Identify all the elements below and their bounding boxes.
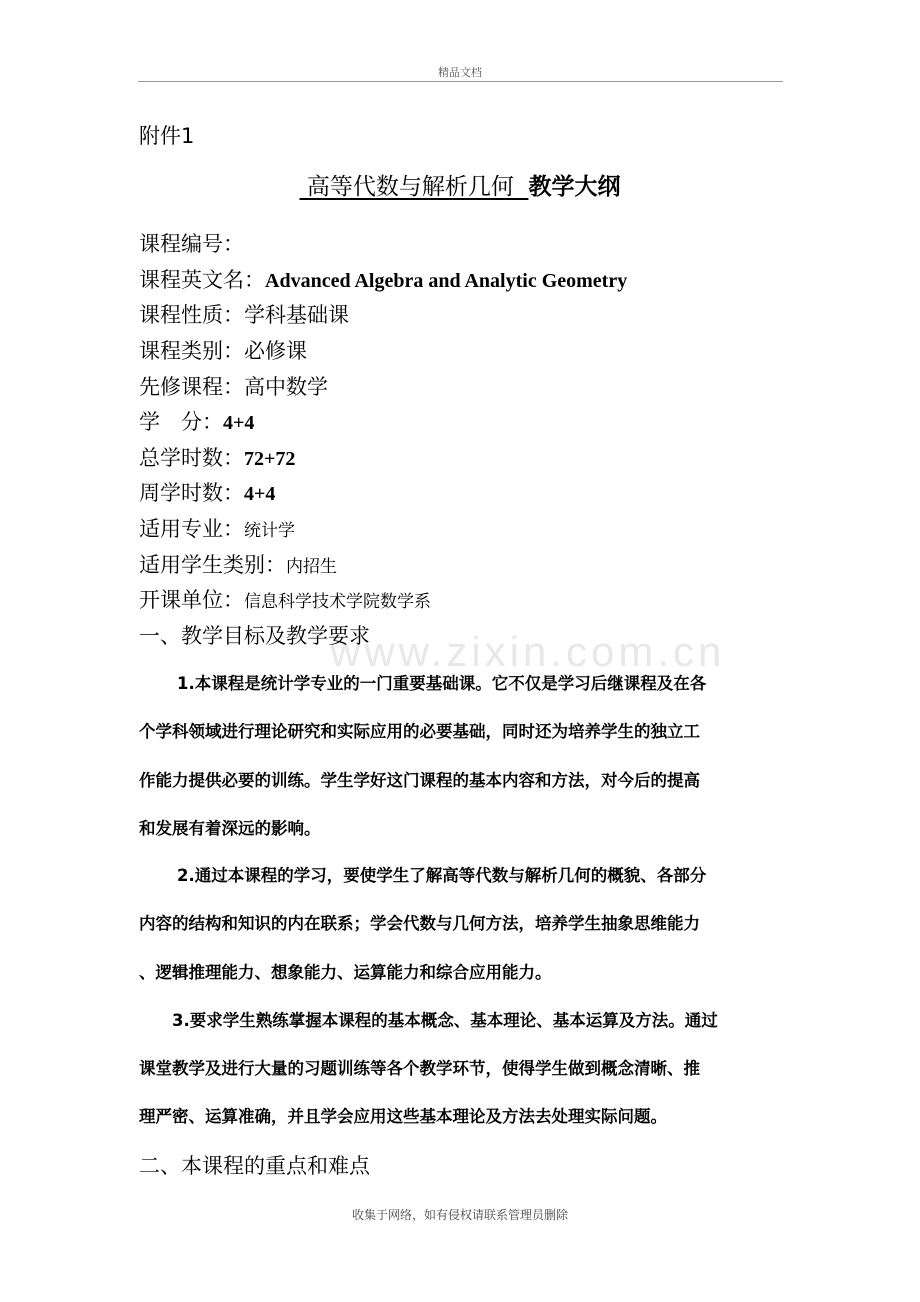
info-value: 4+4 — [223, 412, 255, 434]
info-value: 高中数学 — [244, 375, 328, 399]
info-value: Advanced Algebra and Analytic Geometry — [265, 270, 628, 292]
info-course-code — [139, 228, 244, 258]
info-value: 4+4 — [244, 483, 276, 505]
page-footer: 收集于网络，如有侵权请联系管理员删除 — [351, 1208, 568, 1222]
info-value: 统计学 — [244, 521, 295, 541]
info-english-name — [139, 264, 627, 294]
info-total-hours — [139, 442, 295, 472]
paragraph-line: 、逻辑推理能力、想象能力、运算能力和综合应用能力。 — [139, 963, 552, 982]
info-credits — [139, 406, 254, 436]
info-label: 适用专业： — [139, 517, 244, 541]
section-heading-objectives: 一、教学目标及教学要求 — [139, 624, 370, 648]
header-divider — [138, 81, 783, 82]
info-label: 先修课程： — [139, 375, 244, 399]
attachment-label: 附件1 — [139, 124, 195, 148]
info-value: 必修课 — [244, 339, 307, 363]
info-value: 信息科学技术学院数学系 — [244, 592, 431, 612]
paragraph-line: 3.要求学生熟练掌握本课程的基本概念、基本理论、基本运算及方法。通过 — [172, 1011, 718, 1030]
watermark: www.zixin.com.cn — [330, 628, 726, 675]
info-label: 总学时数： — [139, 446, 244, 470]
paragraph-line: 理严密、运算准确，并且学会应用这些基本理论及方法去处理实际问题。 — [139, 1107, 667, 1126]
info-label: 课程类别： — [139, 339, 244, 363]
page-header: 精品文档 — [438, 66, 482, 79]
info-student-type — [139, 549, 337, 579]
paragraph-line: 个学科领域进行理论研究和实际应用的必要基础，同时还为培养学生的独立工 — [139, 722, 700, 741]
paragraph-line: 内容的结构和知识的内在联系；学会代数与几何方法，培养学生抽象思维能力 — [139, 914, 700, 933]
info-label: 周学时数： — [139, 481, 244, 505]
course-name: 高等代数与解析几何 — [299, 174, 529, 200]
info-value: 内招生 — [286, 557, 337, 577]
title-suffix: 教学大纲 — [528, 174, 621, 200]
paragraph-line: 作能力提供必要的训练。学生学好这门课程的基本内容和方法，对今后的提高 — [139, 771, 700, 790]
paragraph-line: 1.本课程是统计学专业的一门重要基础课。它不仅是学习后继课程及在各 — [177, 674, 707, 693]
paragraph-line: 和发展有着深远的影响。 — [139, 819, 321, 838]
document-title — [0, 168, 920, 201]
info-weekly-hours — [139, 477, 275, 507]
info-value: 72+72 — [244, 448, 296, 470]
info-label: 开课单位： — [139, 588, 244, 612]
info-prerequisite — [139, 371, 328, 401]
info-value: 学科基础课 — [244, 303, 349, 327]
info-label: 课程性质： — [139, 303, 244, 327]
paragraph-line: 2.通过本课程的学习，要使学生了解高等代数与解析几何的概貌、各部分 — [177, 866, 707, 885]
section-heading-key-points: 二、本课程的重点和难点 — [139, 1154, 370, 1178]
info-department — [139, 584, 431, 614]
info-course-nature — [139, 299, 349, 329]
info-label: 课程编号： — [139, 232, 244, 256]
info-label: 适用学生类别： — [139, 553, 286, 577]
info-major — [139, 513, 295, 543]
info-label: 学 分： — [139, 410, 223, 434]
info-label: 课程英文名： — [139, 268, 265, 292]
info-course-category — [139, 335, 307, 365]
paragraph-line: 课堂教学及进行大量的习题训练等各个教学环节，使得学生做到概念清晰、推 — [139, 1059, 700, 1078]
